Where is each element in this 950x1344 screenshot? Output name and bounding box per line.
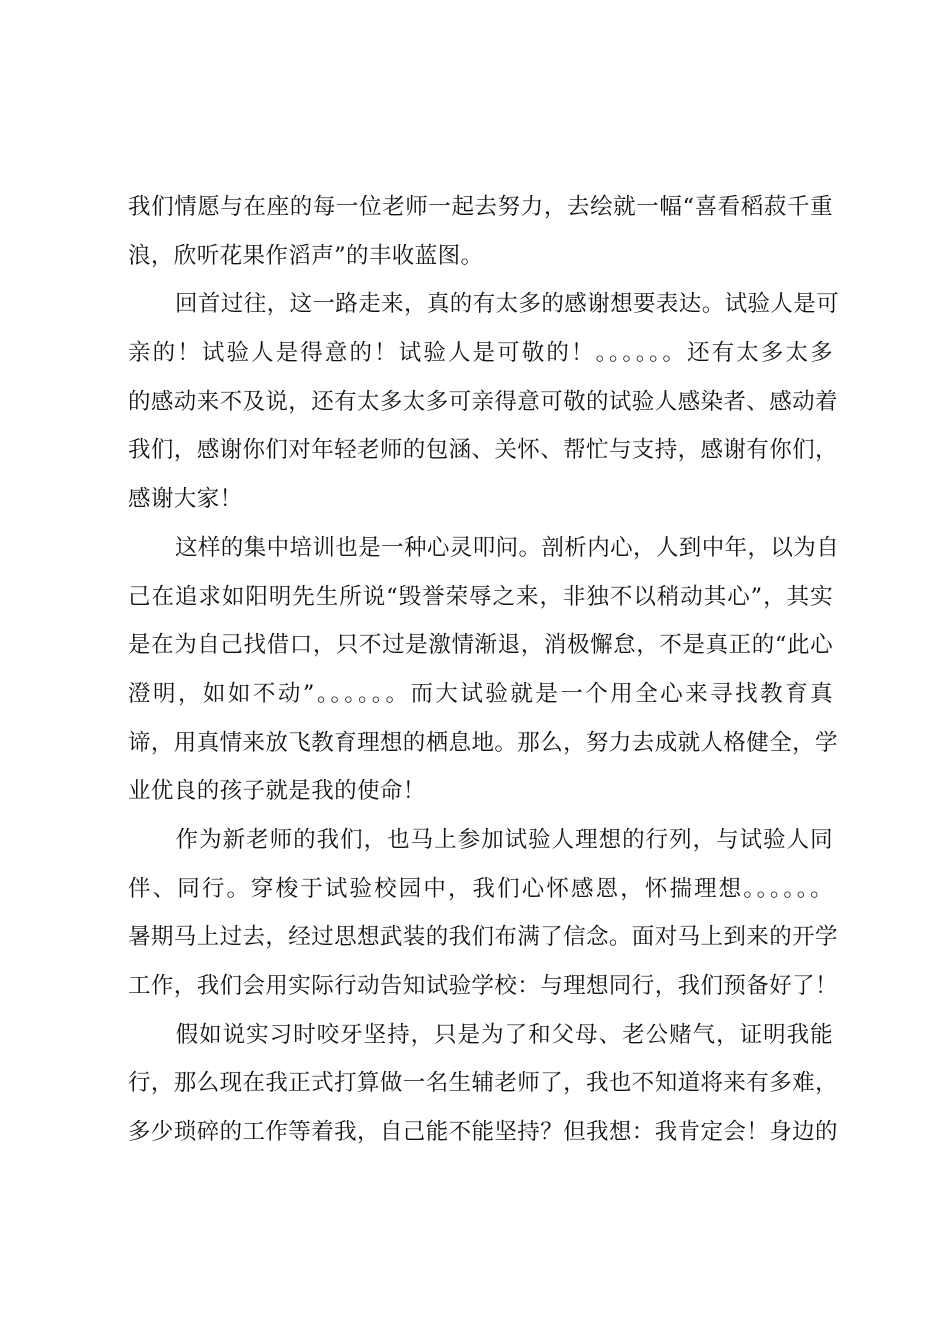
paragraph <box>128 1011 838 1157</box>
text-line: 是在为自己找借口，只不过是激情渐退，消极懈怠，不是真正的“此心 <box>128 632 833 659</box>
document-body <box>128 183 840 1157</box>
text-line: 暑期马上过去，经过思想武装的我们布满了信念。面对马上到来的开学 <box>128 924 838 951</box>
text-line: 感谢大家！ <box>128 486 243 513</box>
text-line <box>128 524 840 573</box>
text-line: 我们，感谢你们对年轻老师的包涵、关怀、帮忙与支持，感谢有你们， <box>128 437 838 464</box>
text-line: 亲的！试验人是得意的！试验人是可敬的！。。。。。。还有太多太多 <box>128 340 833 367</box>
text-line: 我们情愿与在座的每一位老师一起去努力，去绘就一幅“喜看稻菽千重 <box>128 194 833 220</box>
text-line: 谛，用真情来放飞教育理想的栖息地。那么，努力去成就人格健全，学 <box>128 729 838 756</box>
text-line: 的感动来不及说，还有太多太多可亲得意可敬的试验人感染者、感动着 <box>128 388 838 415</box>
text-line <box>128 816 833 865</box>
text-line: 行，那么现在我正式打算做一名生辅老师了，我也不知道将来有多难， <box>128 1070 838 1097</box>
text-line: 多少琐碎的工作等着我，自己能不能坚持？但我想：我肯定会！身边的 <box>128 1119 838 1146</box>
text-line: 业优良的孩子就是我的使命！ <box>128 778 426 805</box>
text-line: 浪，欣听花果作滔声”的丰收蓝图。 <box>128 242 484 269</box>
text-line-content: 回首过往，这一路走来，真的有太多的感谢想要表达。试验人是可 <box>175 291 840 318</box>
paragraph <box>128 280 840 523</box>
text-line: 工作，我们会用实际行动告知试验学校：与理想同行，我们预备好了！ <box>128 973 838 999</box>
text-line: 伴、同行。穿梭于试验校园中，我们心怀感恩，怀揣理想。。。。。。 <box>128 875 833 902</box>
paragraph <box>128 524 840 816</box>
text-line <box>128 1011 833 1060</box>
text-line-content: 这样的集中培训也是一种心灵叩问。剖析内心，人到中年，以为自 <box>175 534 840 561</box>
text-line <box>128 280 840 329</box>
text-line: 澄明，如如不动”。。。。。。而大试验就是一个用全心来寻找教育真 <box>128 680 833 707</box>
text-line: 己在追求如阳明先生所说“毁誉荣辱之来，非独不以稍动其心”，其实 <box>128 583 833 610</box>
paragraph <box>128 816 838 1011</box>
text-line-content: 作为新老师的我们，也马上参加试验人理想的行列，与试验人同 <box>175 826 833 853</box>
text-line-content: 假如说实习时咬牙坚持，只是为了和父母、老公赌气，证明我能 <box>175 1021 833 1048</box>
paragraph <box>128 183 833 280</box>
